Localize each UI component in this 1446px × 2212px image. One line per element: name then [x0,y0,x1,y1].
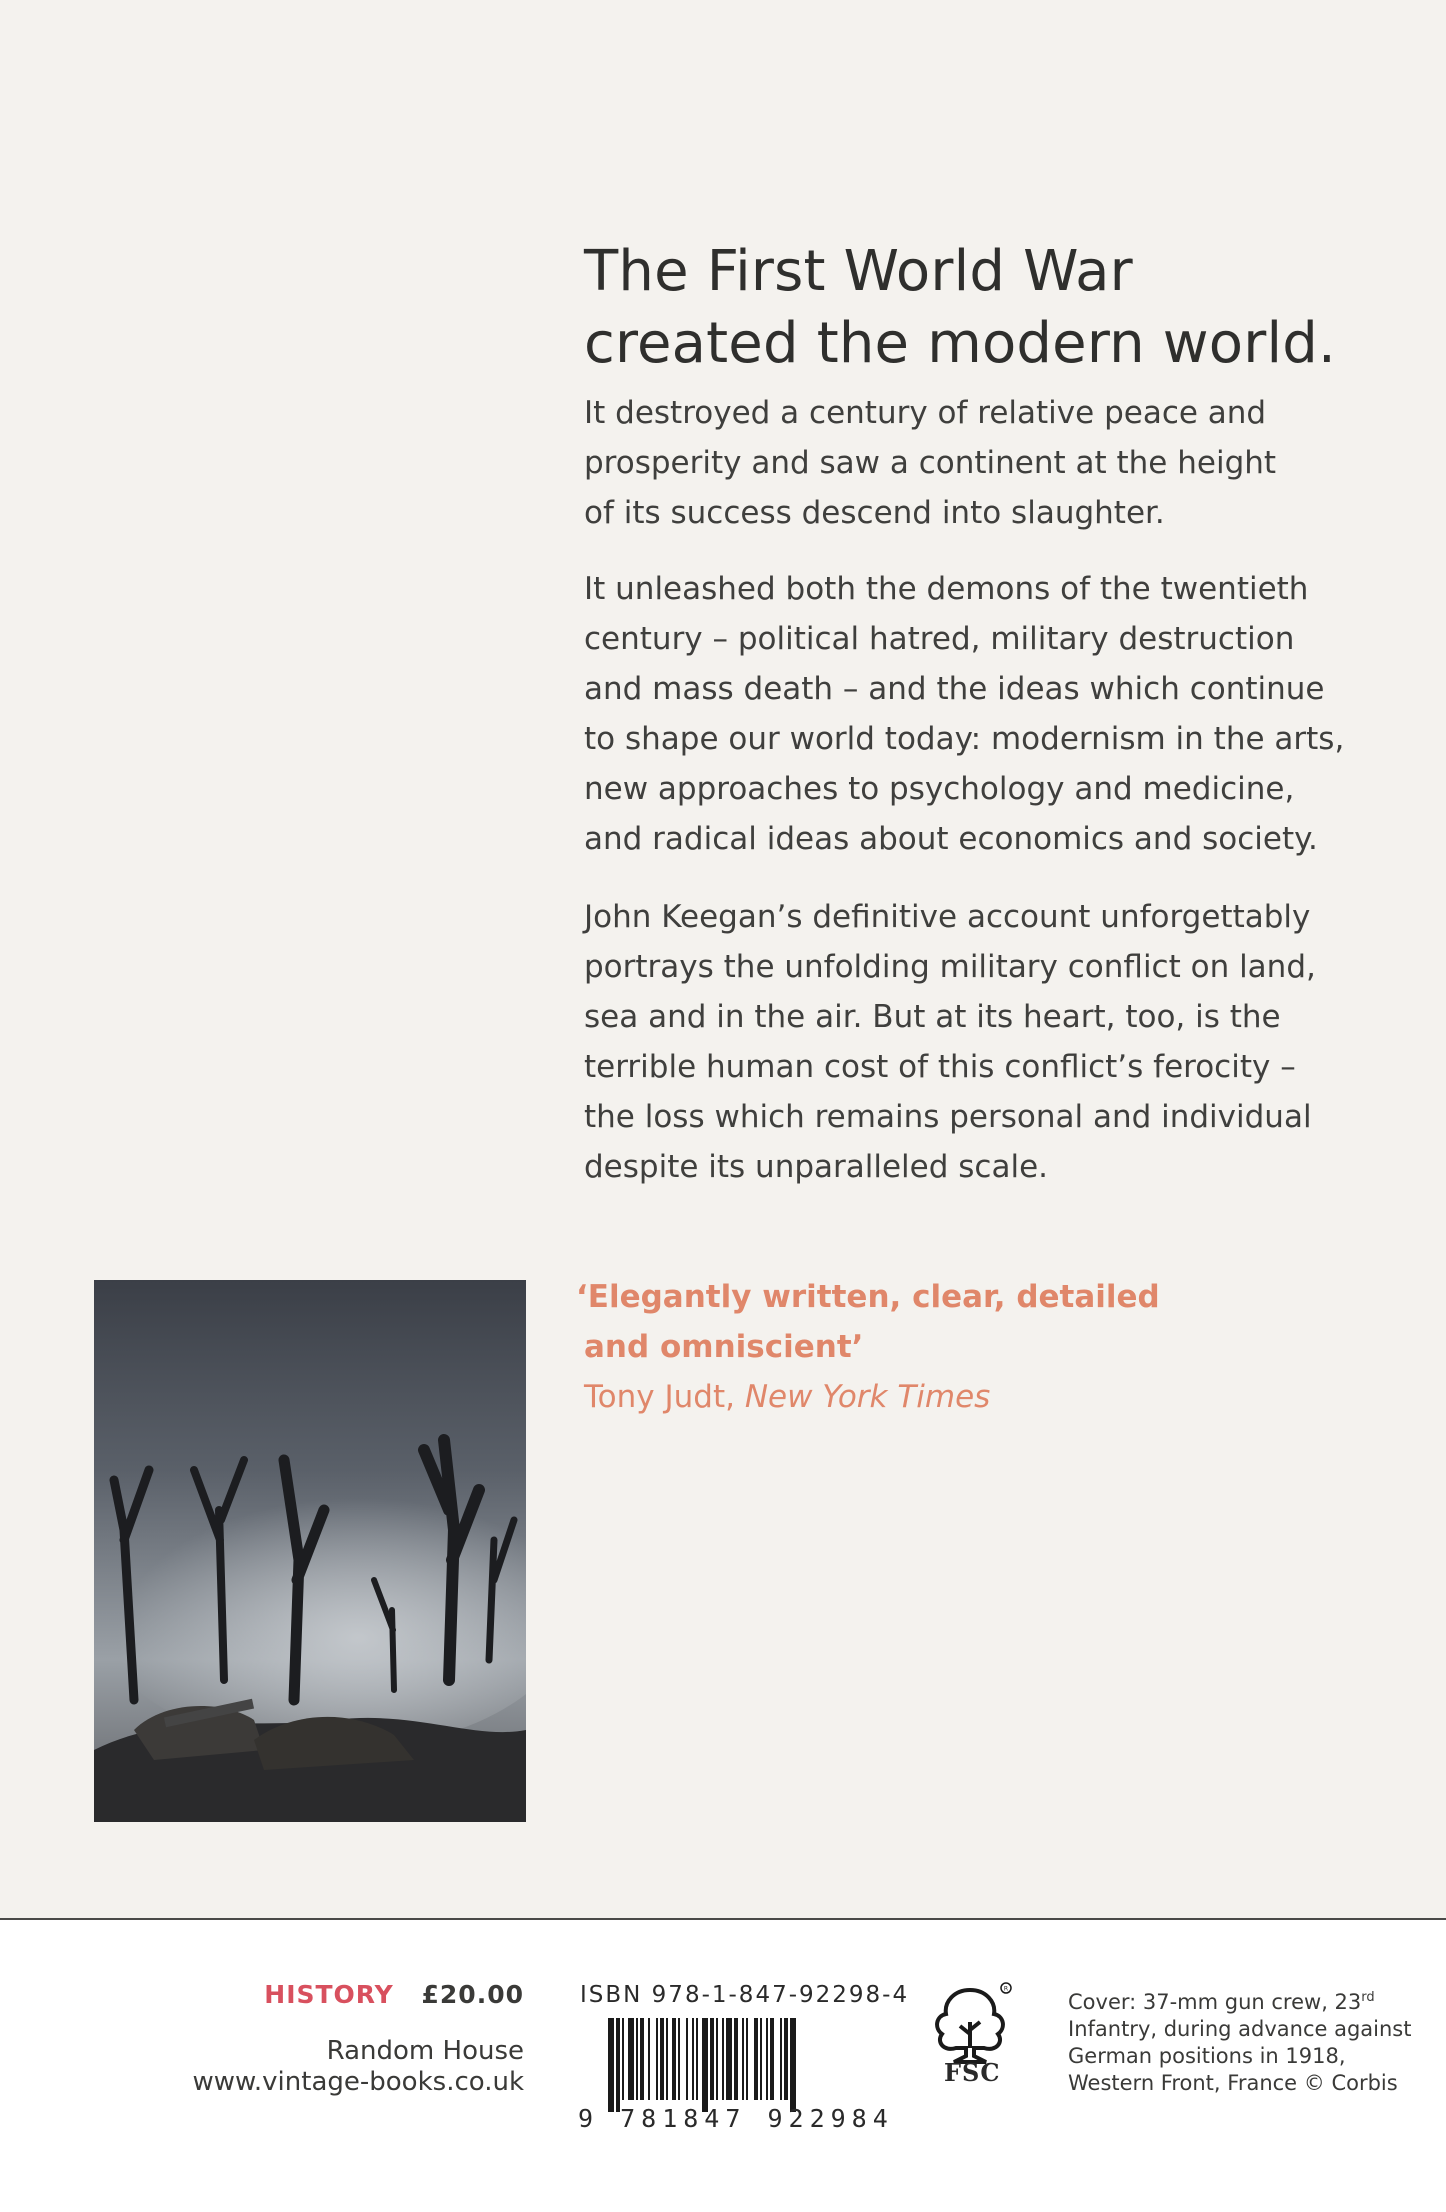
barcode-bar [656,2018,658,2100]
text-line: portrays the unfolding military conflict on land, [584,949,1316,985]
barcode-bar [640,2018,644,2100]
cover-credit [1068,1984,1428,2097]
barcode-bar [616,2018,620,2112]
blurb-paragraph-3 [584,892,1344,1192]
barcode-bar [666,2018,668,2100]
headline [584,236,1344,380]
text-line: century – political hatred, military destruction [584,621,1295,657]
isbn-barcode [606,2018,896,2112]
headline-line-2: created the modern world. [584,311,1336,376]
barcode-bar [672,2018,676,2100]
text-line: the loss which remains personal and individual [584,1099,1312,1135]
barcode-bar [734,2018,738,2100]
credit-line-3: German positions in 1918, [1068,2044,1346,2068]
text-line: sea and in the air. But at its heart, too, is the [584,999,1281,1035]
barcode-bar [766,2018,768,2100]
headline-line-1: The First World War [584,239,1133,304]
text-line: and radical ideas about economics and society. [584,821,1318,857]
barcode-bar [660,2018,664,2100]
barcode-bar [716,2018,718,2100]
barcode-bar [722,2018,724,2100]
fsc-label: FSC [944,2058,1001,2087]
barcode-bar [692,2018,694,2100]
barcode-bar [678,2018,680,2100]
text-line: of its success descend into slaughter. [584,495,1165,531]
text-line: new approaches to psychology and medicine, [584,771,1295,807]
barcode-bar [608,2018,614,2112]
battlefield-illustration [94,1280,526,1822]
barcode-bar [702,2018,708,2112]
barcode-bar [622,2018,624,2100]
price-label: £20.00 [421,1980,524,2009]
barcode-bar [710,2018,714,2100]
credit-line-2: Infantry, during advance against [1068,2017,1412,2041]
publisher-website[interactable]: www.vintage-books.co.uk [192,2067,524,2097]
text-line: John Keegan’s definitive account unforgettably [584,899,1311,935]
publisher-info [193,2036,525,2098]
barcode-bar [770,2018,774,2100]
text-line: terrible human cost of this conflict’s ferocity – [584,1049,1296,1085]
barcode-bar [784,2018,788,2100]
barcode-bar [726,2018,732,2100]
barcode-bar [648,2018,650,2100]
barcode-bar [628,2018,634,2100]
quote-source: New York Times [744,1379,991,1415]
barcode-bar [754,2018,758,2100]
credit-superscript: rd [1361,1990,1375,2005]
text-line: It destroyed a century of relative peace and [584,395,1267,431]
text-line: and mass death – and the ideas which continue [584,671,1325,707]
isbn-text: ISBN 978-1-847-92298-4 [580,1982,910,2008]
text-line: It unleashed both the demons of the twentieth [584,571,1309,607]
text-line: to shape our world today: modernism in the arts, [584,721,1345,757]
quote-line-2: and omniscient’ [584,1329,864,1365]
blurb-paragraph-1 [584,388,1344,538]
quote-author: Tony Judt, [584,1379,745,1415]
category-price [264,1980,524,2009]
category-label: HISTORY [264,1980,394,2009]
review-quote [576,1272,1336,1422]
barcode-bar [696,2018,698,2100]
publisher-name: Random House [326,2036,524,2066]
credit-line-4: Western Front, France © Corbis [1068,2071,1398,2095]
barcode-bar [746,2018,748,2100]
cover-photo-battlefield [94,1280,526,1822]
barcode-digits: 9 781847 922984 [578,2104,894,2133]
quote-line-1: ‘Elegantly written, clear, detailed [576,1279,1160,1315]
text-line: despite its unparalleled scale. [584,1149,1049,1185]
svg-text:R: R [1003,1985,1009,1993]
barcode-bar [780,2018,782,2100]
barcode-bar [636,2018,638,2100]
barcode-bar [686,2018,688,2100]
barcode-bar [742,2018,744,2100]
barcode-bar [760,2018,762,2100]
credit-line-1 [1068,1984,1428,2016]
text-line: prosperity and saw a continent at the height [584,445,1277,481]
quote-attribution [576,1372,1336,1422]
barcode-bar [790,2018,796,2112]
credit-line-1-text: Cover: 37-mm gun crew, 23 [1068,1990,1362,2014]
blurb-paragraph-2 [584,564,1344,864]
